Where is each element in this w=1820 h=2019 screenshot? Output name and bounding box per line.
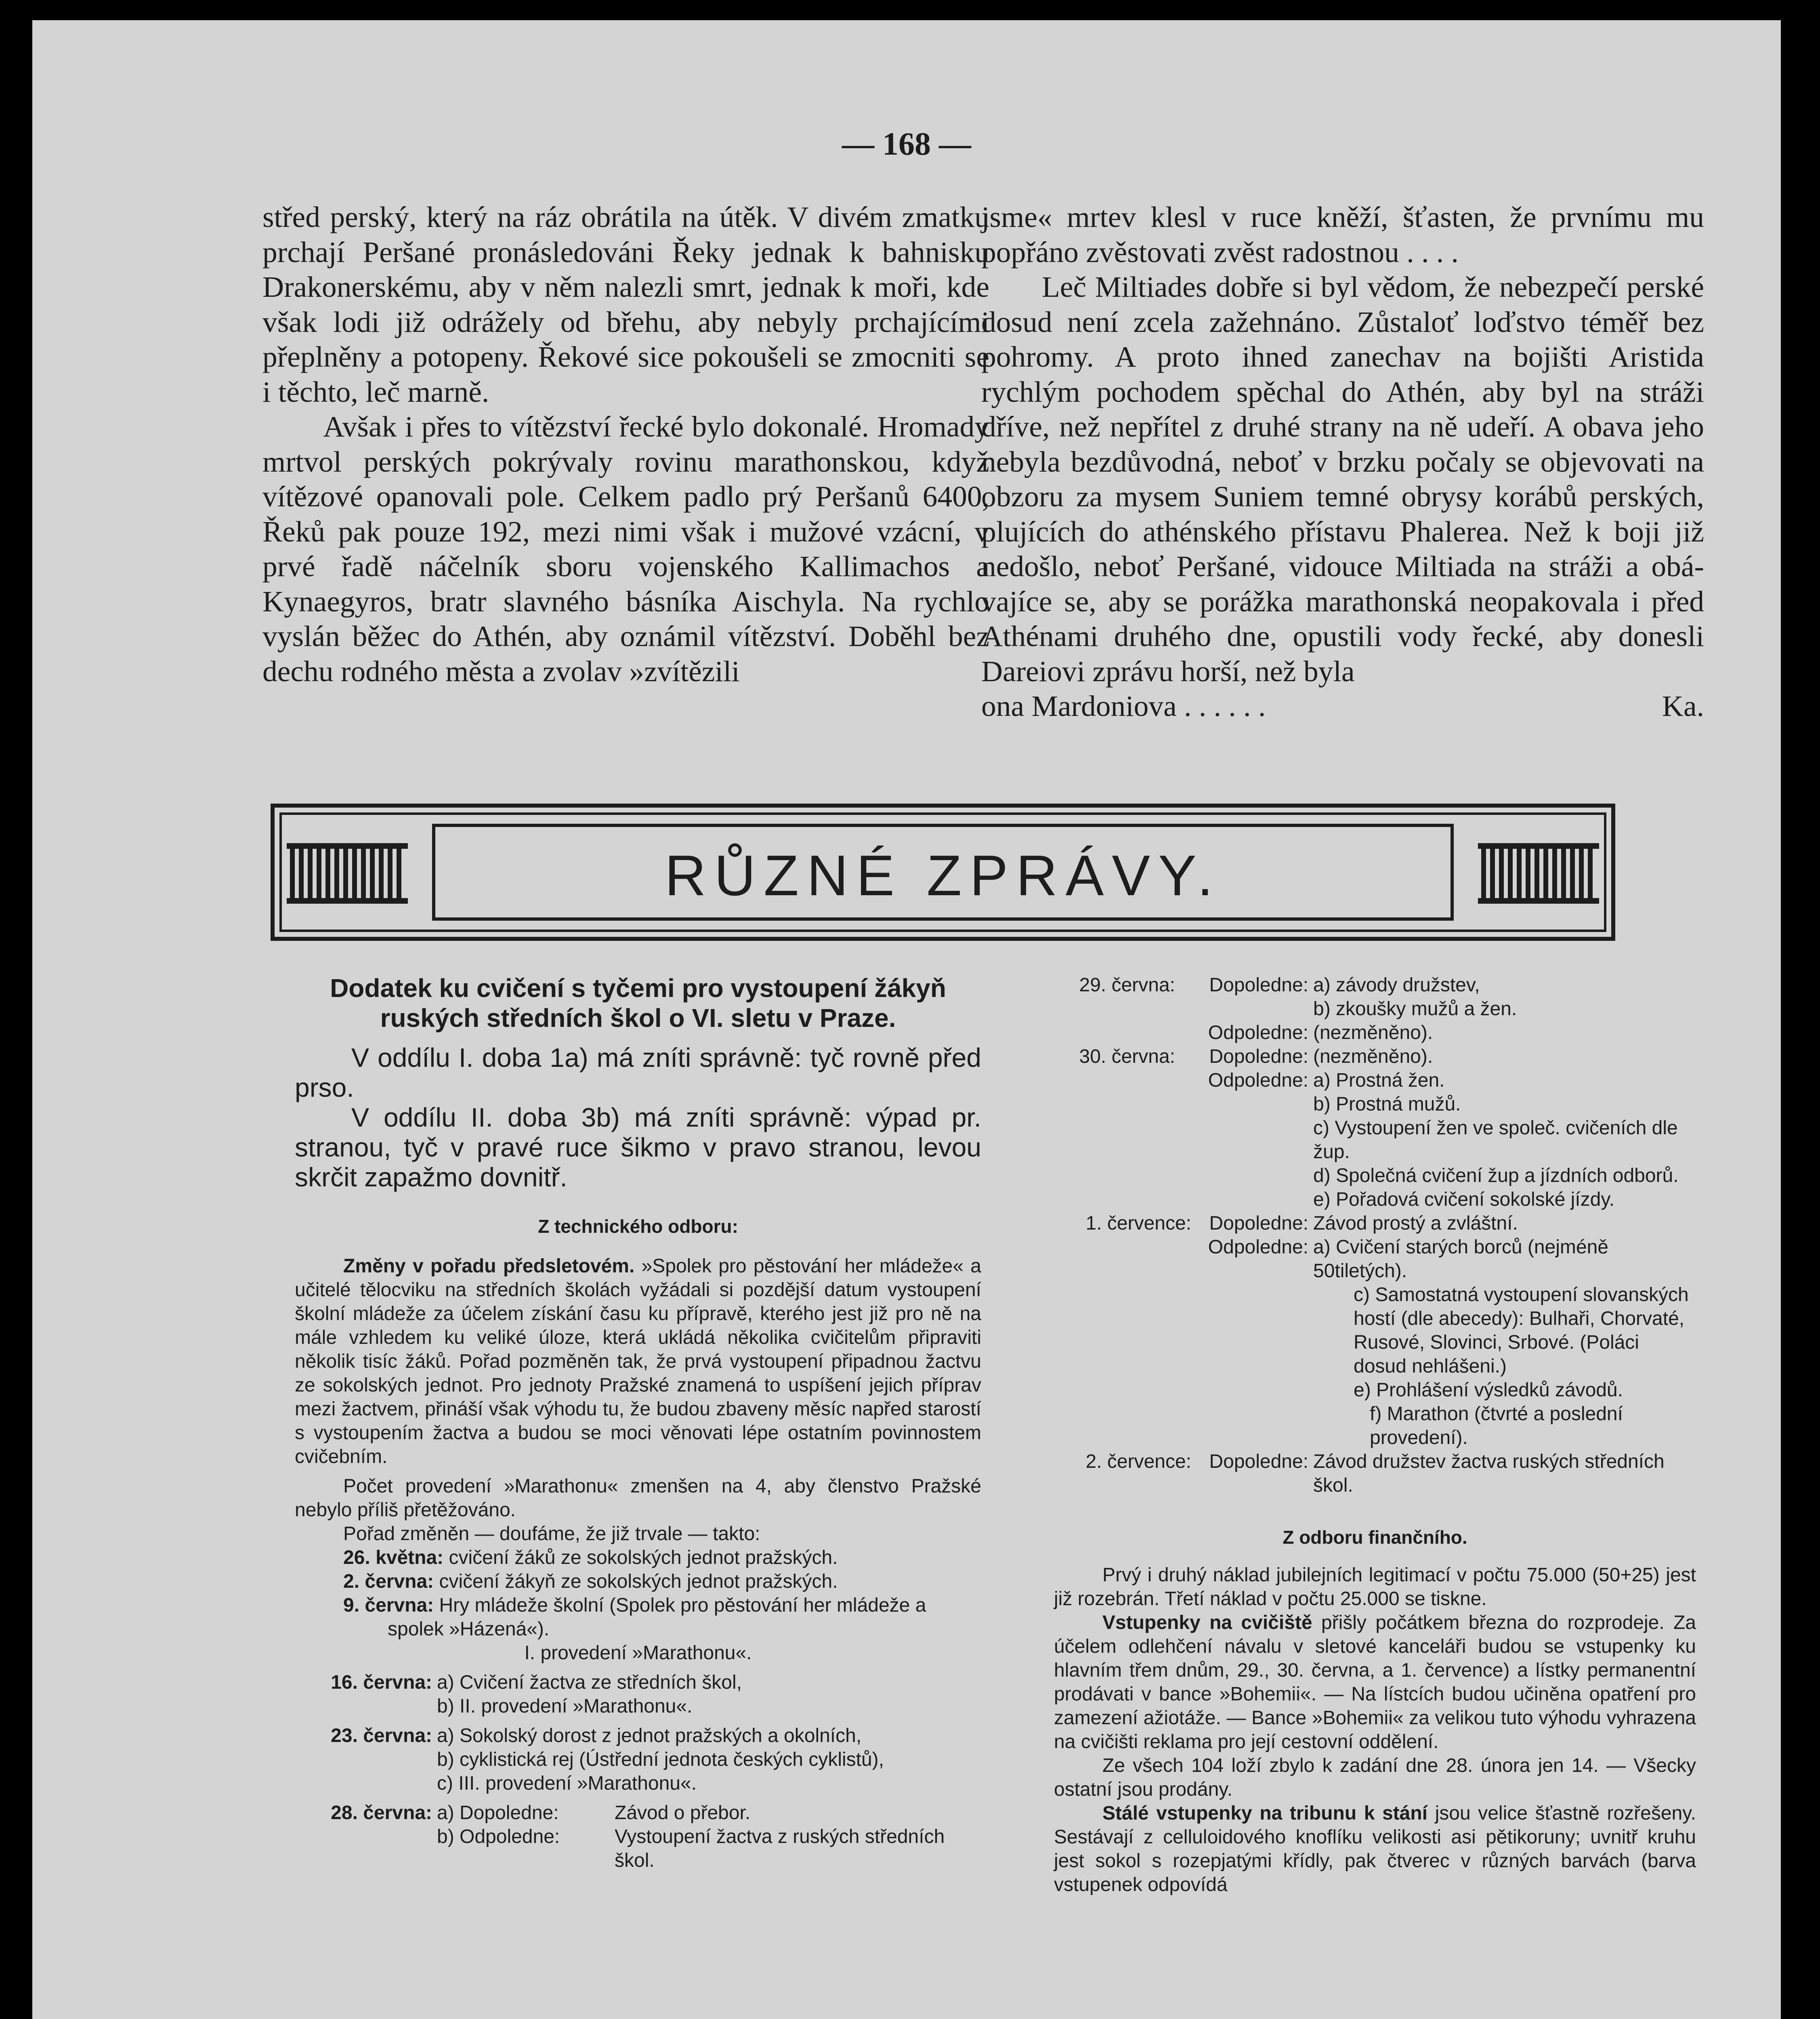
news-paragraph: Ze všech 104 loží zbylo k zadání dne 28. února jen 14. — Všecky ostatní jsou prodány. (1054, 1755, 1696, 1800)
schedule-item (437, 1825, 981, 1872)
schedule-item: c) Samostatná vystoupení slovanských hostí (dle abecedy): Bulhaři, Chorvaté, Rusové, Slovinci, Srbové. (Poláci dosud nehlášeni.) (1354, 1284, 1689, 1377)
schedule-item: Závod družstev žactva ruských středních škol. (1313, 1451, 1665, 1496)
news-heading: Dodatek ku cvičení s tyčemi pro vystoupení žákyň ruských středních škol o VI. sletu v Praze. (330, 974, 946, 1033)
author-signature: Ka. (1662, 690, 1704, 722)
schedule-text: Hry mládeže školní (Spolek pro pěstování her mládeže a spolek »Házená«). (388, 1595, 926, 1640)
schedule-item: Závod prostý a zvláštní. (1313, 1213, 1518, 1234)
schedule-date: 16. června: (331, 1672, 432, 1693)
schedule-date: 23. června: (331, 1725, 432, 1746)
schedule-part: Odpoledne: (1208, 1236, 1308, 1258)
schedule-part: Dopoledne: (1209, 1046, 1308, 1067)
schedule-item-text: Vystoupení žactva z ruských středních škol. (615, 1826, 945, 1871)
schedule-items (432, 1801, 981, 1872)
article-paragraph: Leč Miltiades dobře si byl vědom, že nebezpečí perské dosud není zcela zažehnáno. Zůstaloť loďstvo téměř bez pohromy. A proto ihned zanechav na bojišti Aristida rychlým pochodem spěchal do Athén, aby byl na stráži dříve, než nepřítel z druhé strany na ně udeří. A obava jeho nebyla bezdůvodná, neboť v brzku počaly se objevovati na obzoru za mysem Suniem temné obrysy korábů perských, plujících do athénského přístavu Phalerea. Než k boji již nedošlo, neboť Peršané, vidouce Miltiada na stráži a obávajíce se, aby se porážka marathonská neopakovala i před Athénami druhého dne, opustili vody řecké, aby donesli Dareiovi zprávu horší, než byla (981, 271, 1704, 688)
schedule-items (432, 1724, 981, 1795)
schedule-item: a) Prostná žen. (1313, 1070, 1445, 1091)
schedule-entry (1054, 1045, 1696, 1068)
schedule-part: Dopoledne: (1209, 1213, 1308, 1234)
news-paragraph (1054, 1611, 1696, 1754)
article-right-column (981, 200, 1704, 724)
schedule-subitem (1054, 1188, 1696, 1211)
news-right-column (1054, 973, 1696, 1897)
schedule-item: b) II. provedení »Marathonu«. (437, 1696, 693, 1717)
schedule-date: 30. června: (1079, 1046, 1175, 1067)
balustrade-ornament-right (1478, 843, 1599, 904)
section-subheading: Z technického odboru: (538, 1216, 738, 1237)
schedule-item: b) Prostná mužů. (1313, 1093, 1461, 1115)
schedule-entry (1054, 1068, 1696, 1092)
news-paragraph: Počet provedení »Marathonu« zmenšen na 4, aby členstvo Pražské nebylo příliš přetěžováno. (295, 1475, 981, 1521)
schedule-subitem (1054, 1164, 1696, 1188)
schedule-part: Odpoledne: (1208, 1022, 1308, 1043)
schedule-item: e) Prohlášení výsledků závodů. (1354, 1379, 1623, 1401)
schedule-entry (1054, 973, 1696, 997)
schedule-subitem (1054, 1283, 1696, 1378)
schedule-item: (nezměněno). (1313, 1022, 1433, 1043)
schedule-item: d) Společná cvičení žup a jízdních odborů. (1313, 1165, 1679, 1186)
schedule-item: a) Cvičení žactva ze středních škol, (437, 1672, 742, 1693)
paragraph-text: jsou velice šťastně rozřešeny. Sestávají z celluloidového knoflíku velikosti asi pětikoruny; uvnitř kruhu jest sokol s rozepjatými křídly, pak čtverec v různých barvách (barva vstupenek odpovídá (1054, 1803, 1696, 1895)
article-left-column (262, 200, 989, 689)
banner-title-box (432, 824, 1454, 921)
schedule-entry (295, 1593, 981, 1641)
news-paragraph (1054, 1801, 1696, 1897)
schedule-item: a) závody družstev, (1313, 974, 1480, 996)
section-banner (271, 804, 1615, 941)
schedule-part: a) Dopoledne: (437, 1802, 559, 1824)
article-closing-line (981, 689, 1704, 724)
schedule-item: b) zkoušky mužů a žen. (1313, 998, 1517, 1020)
schedule-item-text: Závod o přebor. (615, 1802, 751, 1824)
news-paragraph (295, 1254, 981, 1469)
schedule-date: 2. července: (1085, 1451, 1191, 1472)
paragraph-text: přišly počátkem března do rozprodeje. Za účelem odlehčení návalu v sletové kanceláři budou se vstupenky ku hlavním třem dnům, 29., 30. června, a 1. července) a lístky permanentní prodávati v bance »Bohemii«. — Na lístcích budou učiněna opatření pro zamezení ažiotáže. — Bance »Bohemii« za velikou tuto výhodu vyhrazena na cvičišti reklama pro její cestovní oddělení. (1054, 1612, 1696, 1752)
schedule (295, 1546, 981, 1872)
paragraph-text: »Spolek pro pěstování her mládeže« a učitelé tělocviku na středních školách vyžádali si pozdější datum vystoupení školní mládeže za účelem získání času ku přípravě, kterého jest již pro ně na mále vzhledem ku veliké úloze, která ukládá několika cvičitelům připraviti několik tisíc žáků. Pořad pozměněn tak, že prvá vystoupení připadnou žactvu ze sokolských jednot. Pro jednoty Pražské znamená to uspíšení jejich příprav mezi žactvem, přináší však výhodu tu, že budou zbaveny měsíc napřed starostí s vystoupením žactva a budou se moci věnovati lépe ostatním povinnostem cvičebním. (295, 1255, 981, 1467)
paragraph-label: Vstupenky na cvičiště (1102, 1612, 1312, 1633)
schedule-items (432, 1671, 981, 1718)
schedule-item: e) Pořadová cvičení sokolské jízdy. (1313, 1189, 1615, 1210)
schedule-part: Odpoledne: (1208, 1070, 1308, 1091)
schedule-entry (295, 1724, 981, 1795)
schedule-item (437, 1801, 981, 1825)
schedule-part: Dopoledne: (1209, 974, 1308, 996)
schedule-entry (295, 1801, 981, 1872)
schedule-date: 26. května: (343, 1547, 444, 1568)
section-subheading: Z odboru finančního. (1283, 1527, 1467, 1548)
schedule-subitem (1054, 1116, 1696, 1164)
article-paragraph: Avšak i přes to vítězství řecké bylo dokonalé. Hromady mrtvol perských pokrývaly rovinu marathonskou, když vítězové opanovali pole. Celkem padlo prý Peršanů 6400, Řeků pak pouze 192, mezi nimi však i mužové vzácní, v prvé řadě náčelník sboru vojenského Kallimachos a Kynaegyros, bratr slavného básníka Aischyla. Na rychlo vyslán běžec do Athén, aby oznámil vítězství. Doběhl bez dechu rodného města a zvolav »zvítězili (262, 410, 989, 688)
schedule-item: a) Cvičení starých borců (nejméně 50tiletých). (1313, 1236, 1608, 1282)
balustrade-ornament-left (287, 843, 408, 904)
schedule-part: b) Odpoledne: (437, 1826, 560, 1847)
schedule-item: f) Marathon (čtvrté a poslední provedení). (1370, 1403, 1623, 1448)
paragraph-label: Stálé vstupenky na tribunu k stání (1102, 1803, 1428, 1824)
schedule-item: a) Sokolský dorost z jednot pražských a okolních, (437, 1725, 862, 1746)
paragraph-label: Změny v pořadu předsletovém. (343, 1255, 635, 1277)
news-paragraph: V oddílu I. doba 1a) má zníti správně: tyč rovně před prso. (295, 1043, 981, 1102)
schedule-entry (1054, 1211, 1696, 1235)
section-title: RŮZNÉ ZPRÁVY. (665, 844, 1221, 908)
article-paragraph: jsme« mrtev klesl v ruce kněží, šťasten, že prvnímu mu popřáno zvěstovati zvěst radostnou . . . . (981, 201, 1704, 269)
schedule-entry (295, 1570, 981, 1593)
schedule-text: cvičení žáků ze sokolských jednot pražských. (443, 1547, 838, 1568)
schedule-date: 2. června: (343, 1571, 434, 1592)
schedule-subitem (1054, 1402, 1696, 1450)
schedule-entry (295, 1671, 981, 1718)
schedule-item: b) cyklistická rej (Ústřední jednota českých cyklistů), (437, 1749, 884, 1770)
schedule-subitem (1054, 997, 1696, 1021)
schedule-subitem (1054, 1092, 1696, 1116)
schedule-subitem (1054, 1378, 1696, 1402)
schedule-date: 28. června: (331, 1802, 432, 1824)
news-paragraph: Prvý i druhý náklad jubilejních legitimací v počtu 75.000 (50+25) jest již rozebrán. Třetí náklad v počtu 25.000 se tiskne. (1054, 1564, 1696, 1610)
schedule-item: c) Vystoupení žen ve společ. cvičeních dle žup. (1313, 1117, 1678, 1163)
news-paragraph: V oddílu II. doba 3b) má zníti správně: výpad pr. stranou, tyč v pravé ruce šikmo v pravo stranou, levou skrčit zapažmo dovnitř. (295, 1102, 981, 1192)
schedule-entry (295, 1546, 981, 1570)
news-left-column (295, 973, 981, 1872)
page-number: — 168 — (842, 126, 971, 162)
article-last-line: ona Mardoniova . . . . . . (981, 690, 1266, 722)
schedule-line: I. provedení »Marathonu«. (524, 1642, 752, 1664)
schedule-item: c) III. provedení »Marathonu«. (437, 1773, 697, 1794)
page (32, 20, 1781, 2019)
schedule-date: 29. června: (1079, 974, 1175, 996)
schedule-entry (1054, 1021, 1696, 1045)
article-paragraph: střed perský, který na ráz obrátila na útěk. V divém zmatku prchají Peršané pronásledováni Řeky jednak k bahnisku Drakonerskému, aby v něm nalezli smrt, jednak k moři, kde však lodi již odrážely od břehu, aby nebyly prchajícími přeplněny a potopeny. Řekové sice pokoušeli se zmocniti se i těchto, leč marně. (262, 201, 989, 408)
news-paragraph: Pořad změněn — doufáme, že již trvale — takto: (343, 1523, 760, 1545)
schedule-date: 9. června: (343, 1595, 434, 1616)
schedule-text: cvičení žákyň ze sokolských jednot pražských. (434, 1571, 838, 1592)
schedule-date: 1. července: (1085, 1213, 1191, 1234)
schedule-item: (nezměněno). (1313, 1046, 1433, 1067)
schedule-part: Dopoledne: (1209, 1451, 1308, 1472)
schedule-entry (1054, 1450, 1696, 1497)
schedule-entry (1054, 1235, 1696, 1283)
